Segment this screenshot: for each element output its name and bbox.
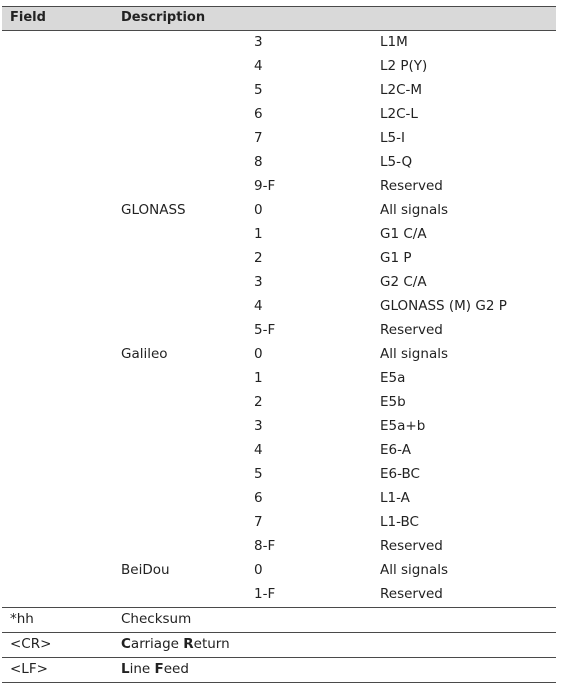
signal-cell: All signals	[380, 562, 448, 578]
table-row	[2, 657, 556, 683]
signal-cell: E5a+b	[380, 418, 426, 434]
table-row	[2, 607, 556, 632]
signal-cell: L2C-L	[380, 106, 418, 122]
table-row	[2, 55, 556, 79]
signal-cell: All signals	[380, 346, 448, 362]
code-cell: 5-F	[254, 322, 276, 338]
code-cell: 8	[254, 154, 263, 170]
table-row	[2, 463, 556, 487]
table-row	[2, 295, 556, 319]
code-cell: 7	[254, 130, 263, 146]
code-cell: 4	[254, 298, 263, 314]
signal-rows	[2, 31, 556, 607]
constellation-cell: Galileo	[121, 346, 168, 362]
code-cell: 6	[254, 490, 263, 506]
table-row	[2, 247, 556, 271]
signal-cell: E6-BC	[380, 466, 420, 482]
table-row	[2, 79, 556, 103]
field-cell: <CR>	[10, 636, 52, 652]
description-cell	[121, 611, 191, 627]
code-cell: 5	[254, 82, 263, 98]
signal-field-table	[2, 6, 556, 683]
table-row	[2, 487, 556, 511]
table-row	[2, 175, 556, 199]
code-cell: 0	[254, 202, 263, 218]
table-row	[2, 343, 556, 367]
code-cell: 4	[254, 442, 263, 458]
description-part: L	[121, 661, 130, 677]
code-cell: 5	[254, 466, 263, 482]
signal-cell: Reserved	[380, 322, 443, 338]
signal-cell: L5-I	[380, 130, 405, 146]
code-cell: 1	[254, 226, 263, 242]
description-part: C	[121, 636, 131, 652]
table-row	[2, 319, 556, 343]
signal-cell: L1-A	[380, 490, 410, 506]
table-row	[2, 199, 556, 223]
table-row	[2, 367, 556, 391]
header-description: Description	[121, 10, 206, 25]
code-cell: 1-F	[254, 586, 276, 602]
constellation-cell: GLONASS	[121, 202, 186, 218]
table-row	[2, 151, 556, 175]
code-cell: 8-F	[254, 538, 276, 554]
signal-cell: E6-A	[380, 442, 411, 458]
table-row	[2, 583, 556, 607]
code-cell: 0	[254, 562, 263, 578]
table-row	[2, 31, 556, 55]
signal-cell: L2C-M	[380, 82, 423, 98]
table-row	[2, 223, 556, 247]
table-row	[2, 271, 556, 295]
table-row	[2, 559, 556, 583]
code-cell: 3	[254, 274, 263, 290]
code-cell: 2	[254, 250, 263, 266]
field-cell: <LF>	[10, 661, 48, 677]
description-part: Checksum	[121, 611, 192, 627]
code-cell: 1	[254, 370, 263, 386]
description-part: arriage	[130, 636, 184, 652]
description-part: eturn	[193, 636, 230, 652]
code-cell: 0	[254, 346, 263, 362]
description-part: R	[183, 636, 194, 652]
code-cell: 7	[254, 514, 263, 530]
code-cell: 6	[254, 106, 263, 122]
signal-cell: Reserved	[380, 538, 443, 554]
code-cell: 4	[254, 58, 263, 74]
signal-cell: L1M	[380, 34, 408, 50]
description-part: F	[154, 661, 164, 677]
code-cell: 2	[254, 394, 263, 410]
signal-cell: L5-Q	[380, 154, 413, 170]
table-row	[2, 391, 556, 415]
field-cell: *hh	[10, 611, 34, 627]
table-row	[2, 439, 556, 463]
field-rows	[2, 607, 556, 683]
code-cell: 9-F	[254, 178, 276, 194]
signal-cell: L2 P(Y)	[380, 58, 428, 74]
table-header	[2, 6, 556, 31]
signal-cell: G1 C/A	[380, 226, 427, 242]
table-row	[2, 535, 556, 559]
table-row	[2, 127, 556, 151]
signal-cell: Reserved	[380, 178, 443, 194]
table-row	[2, 103, 556, 127]
constellation-cell: BeiDou	[121, 562, 170, 578]
signal-cell: GLONASS (M) G2 P	[380, 298, 507, 314]
code-cell: 3	[254, 34, 263, 50]
signal-cell: Reserved	[380, 586, 443, 602]
description-part: eed	[163, 661, 189, 677]
signal-cell: All signals	[380, 202, 448, 218]
signal-cell: L1-BC	[380, 514, 419, 530]
signal-cell: E5a	[380, 370, 406, 386]
signal-cell: E5b	[380, 394, 406, 410]
signal-cell: G2 C/A	[380, 274, 427, 290]
table-row	[2, 415, 556, 439]
table-row	[2, 632, 556, 657]
description-part: ine	[129, 661, 155, 677]
table-row	[2, 511, 556, 535]
code-cell: 3	[254, 418, 263, 434]
header-field: Field	[10, 10, 46, 25]
description-cell	[121, 661, 189, 677]
description-cell	[121, 636, 230, 652]
signal-cell: G1 P	[380, 250, 412, 266]
